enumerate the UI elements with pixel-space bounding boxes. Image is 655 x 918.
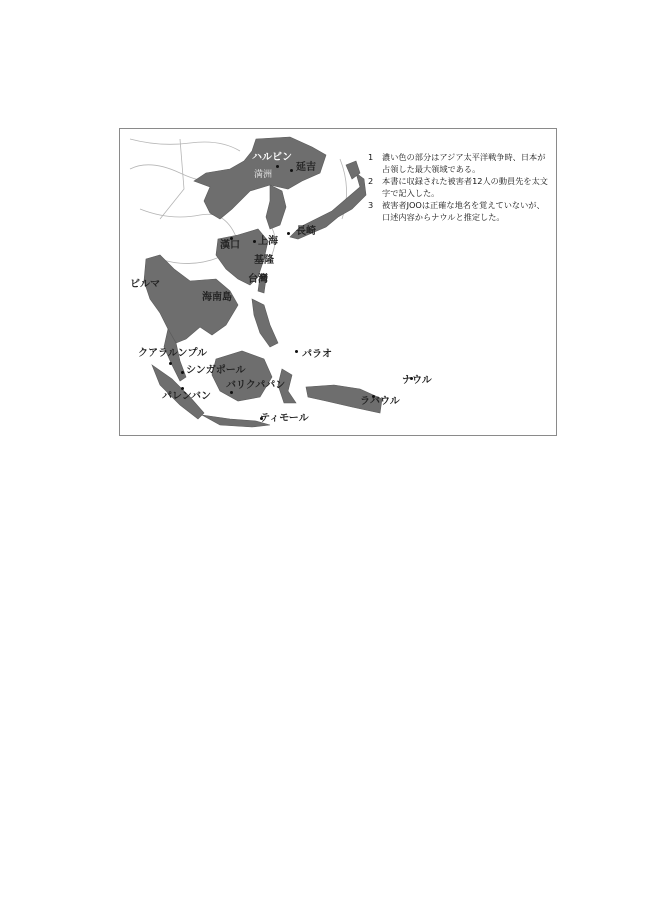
note-2 — [368, 175, 550, 199]
map-notes — [368, 151, 550, 223]
label-palembang: パレンバン — [162, 391, 212, 402]
label-taiwan: 台灣 — [248, 274, 268, 285]
note-1-text: 濃い色の部分はアジア太平洋戦争時、日本が占領した最大領域である。 — [382, 152, 546, 174]
label-hainan: 海南島 — [202, 292, 232, 303]
label-manchuria: 満洲 — [254, 170, 273, 180]
note-1 — [368, 151, 550, 175]
note-2-text: 本書に収録された被害者12人の動員先を太文字で記入した。 — [382, 176, 548, 198]
harbin-dot — [276, 165, 279, 168]
yanji-dot — [290, 169, 293, 172]
label-harbin: ハルビン — [252, 152, 292, 163]
kuala-lumpur-dot — [169, 362, 172, 365]
label-nagasaki: 長崎 — [296, 226, 316, 237]
label-palau: パラオ — [302, 349, 332, 360]
label-hankou: 漢口 — [220, 240, 240, 251]
palau-dot — [295, 350, 298, 353]
borneo-region — [212, 351, 272, 401]
note-3 — [368, 199, 550, 223]
label-singapore: シンガポール — [186, 365, 246, 376]
note-3-text: 被害者JOOは正確な地名を覚えていないが、口述内容からナウルと推定した。 — [382, 200, 545, 222]
note-1-number: 1 — [368, 152, 374, 162]
asia-pacific-map — [119, 128, 557, 436]
philippines-region — [252, 299, 278, 347]
singapore-dot — [181, 371, 184, 374]
nagasaki-dot — [287, 232, 290, 235]
label-rabaul: ラバウル — [360, 396, 400, 407]
label-burma: ビルマ — [130, 279, 160, 290]
label-shanghai: 上海 — [258, 236, 278, 247]
label-kuala-lumpur: クアラルンプル — [138, 348, 208, 359]
balikpapan-dot — [230, 391, 233, 394]
note-3-number: 3 — [368, 200, 374, 210]
label-keelung: 基隆 — [254, 255, 274, 266]
korea-region — [266, 185, 286, 229]
palembang-dot — [181, 387, 184, 390]
label-yanji: 延吉 — [296, 162, 316, 173]
label-balikpapan: バリクパパン — [226, 380, 286, 391]
label-timor: ティモール — [260, 413, 309, 424]
label-nauru: ナウル — [402, 375, 432, 386]
note-2-number: 2 — [368, 176, 374, 186]
shanghai-dot — [253, 240, 256, 243]
